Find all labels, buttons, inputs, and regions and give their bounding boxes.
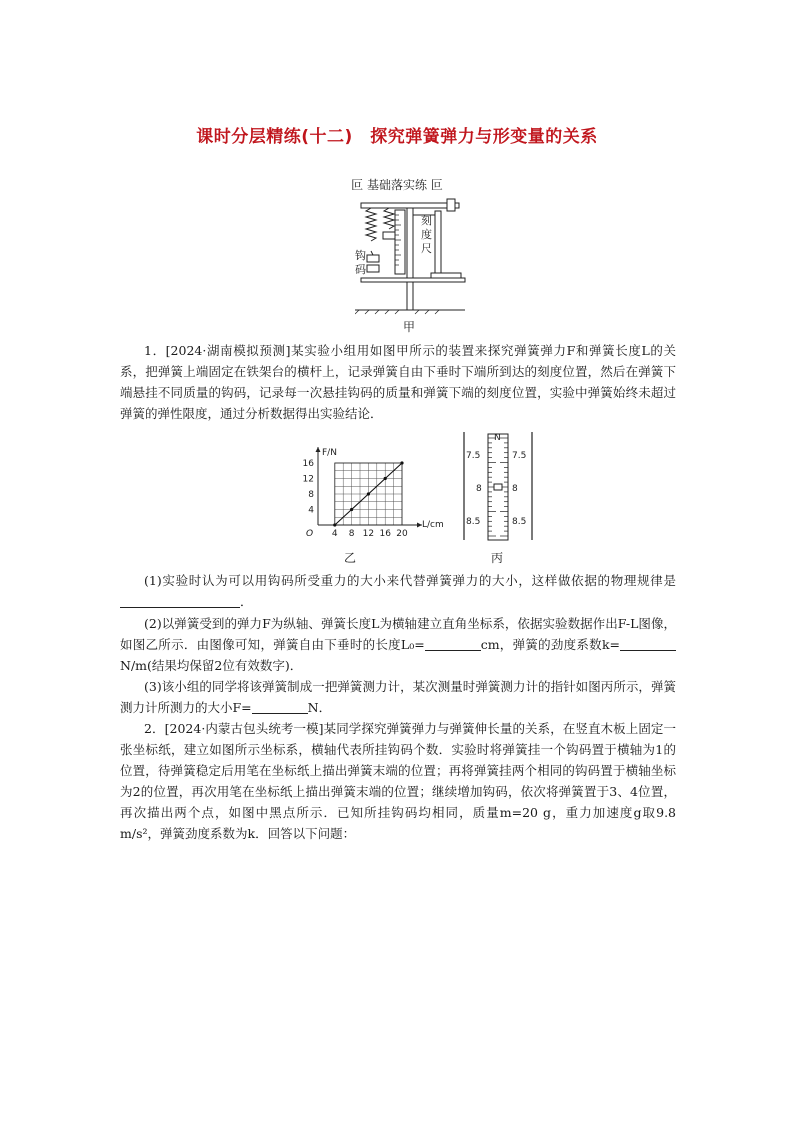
x-tick-label: 16: [379, 529, 391, 539]
question-2-stem: 2．[2024·内蒙古包头统考一模]某同学探究弹簧弹力与弹簧伸长量的关系，在竖直木板上固定一张坐标纸，建立如图所示坐标系，横轴代表所挂钩码个数．实验时将弹簧挂一个钩码置于横轴为1的位置，待弹簧稳定后用笔在坐标纸上描出弹簧末端的位置；再将弹簧挂两个相同的钩码置于横轴坐标为2的位置，再次用笔在坐标纸上描出弹簧末端的位置；继续增加钩码，依次将弹簧置于3、4位置，再次描出两个点，如图中黑点所示．已知所挂钩码均相同，质量m=20 g，重力加速度g取9.8 m/s²，弹簧劲度系数为k．回答以下问题：: [120, 721, 676, 841]
figure-yi-caption: 乙: [344, 551, 357, 565]
weight-label-2: 码: [355, 263, 366, 276]
data-point: [400, 461, 403, 464]
question-1-part-2: [120, 613, 676, 676]
x-tick-label: 4: [331, 529, 338, 539]
dial-right-tick-85: 8.5: [512, 517, 527, 527]
data-point: [350, 508, 353, 511]
y-axis-arrow: [316, 447, 321, 452]
q1-p2-text-b: cm，弹簧的劲度系数k=: [480, 637, 620, 652]
dial-left-tick-75: 7.5: [466, 451, 481, 461]
ruler-label-2: 度: [421, 228, 432, 241]
dial-left-tick-8: 8: [476, 484, 482, 494]
answer-blank-law[interactable]: [120, 593, 240, 608]
y-axis-label: F/N: [322, 448, 337, 458]
ruler-label-3: 尺: [421, 242, 432, 255]
dial-right-tick-8: 8: [512, 484, 518, 494]
page-title: 课时分层精练(十二) 探究弹簧弹力与形变量的关系: [196, 127, 598, 147]
figure-yi-chart: [290, 435, 450, 547]
dial-left-tick-85: 8.5: [466, 517, 481, 527]
q1-p2-text-a: (2)以弹簧受到的弹力F为纵轴、弹簧长度L为横轴建立直角坐标系，依据实验数据作出F-L图像，如图乙所示．由图像可知，弹簧自由下垂时的长度L₀=: [120, 616, 676, 652]
x-tick-label: 20: [396, 529, 408, 539]
y-tick-label: 4: [308, 505, 314, 516]
y-tick-label: 16: [302, 459, 314, 469]
figure-bing-scale: [458, 428, 538, 548]
question-1-part-1: [120, 570, 676, 612]
q1-p2-text-c: N/m(结果均保留2位有效数字)．: [120, 658, 303, 673]
q1-p3-text-b: N．: [307, 700, 332, 715]
ruler-label-1: 刻: [421, 214, 432, 227]
x-tick-label: 8: [348, 529, 355, 539]
q1-p1-end: ．: [240, 594, 253, 609]
data-point: [384, 477, 387, 480]
y-tick-label: 8: [308, 490, 314, 500]
x-axis-label: L/cm: [422, 520, 444, 530]
q1-p1-text: (1)实验时认为可以用钩码所受重力的大小来代替弹簧弹力的大小，这样做依据的物理规律是: [144, 573, 676, 588]
section-heading: 叵 基础落实练 叵: [351, 178, 443, 192]
origin-label: O: [306, 529, 314, 539]
figure-jia-apparatus: [355, 195, 475, 335]
answer-blank-force[interactable]: [252, 699, 308, 714]
answer-blank-l0[interactable]: [425, 636, 481, 651]
answer-blank-k[interactable]: [620, 636, 676, 651]
question-1-part-3: [120, 676, 676, 718]
x-tick-label: 12: [362, 529, 375, 539]
dial-right-tick-75: 7.5: [512, 451, 527, 461]
y-tick-label: 12: [302, 474, 314, 485]
weight-label-1: 钩: [355, 249, 366, 262]
dial-unit: N: [494, 433, 501, 443]
q1-p3-text-a: (3)该小组的同学将该弹簧制成一把弹簧测力计，某次测量时弹簧测力计的指针如图丙所示，弹簧测力计所测力的大小F=: [120, 679, 676, 715]
figure-jia-caption: 甲: [403, 320, 416, 334]
data-point: [367, 492, 370, 495]
question-1-stem: 1．[2024·湖南模拟预测]某实验小组用如图甲所示的装置来探究弹簧弹力F和弹簧长度L的关系，把弹簧上端固定在铁架台的横杆上，记录弹簧自由下垂时下端所到达的刻度位置，然后在弹簧下端悬挂不同质量的钩码，记录每一次悬挂钩码的质量和弹簧下端的刻度位置，实验中弹簧始终未超过弹簧的弹性限度，通过分析数据得出实验结论．: [120, 343, 676, 421]
figure-bing-caption: 丙: [491, 551, 504, 565]
data-point: [333, 523, 336, 526]
